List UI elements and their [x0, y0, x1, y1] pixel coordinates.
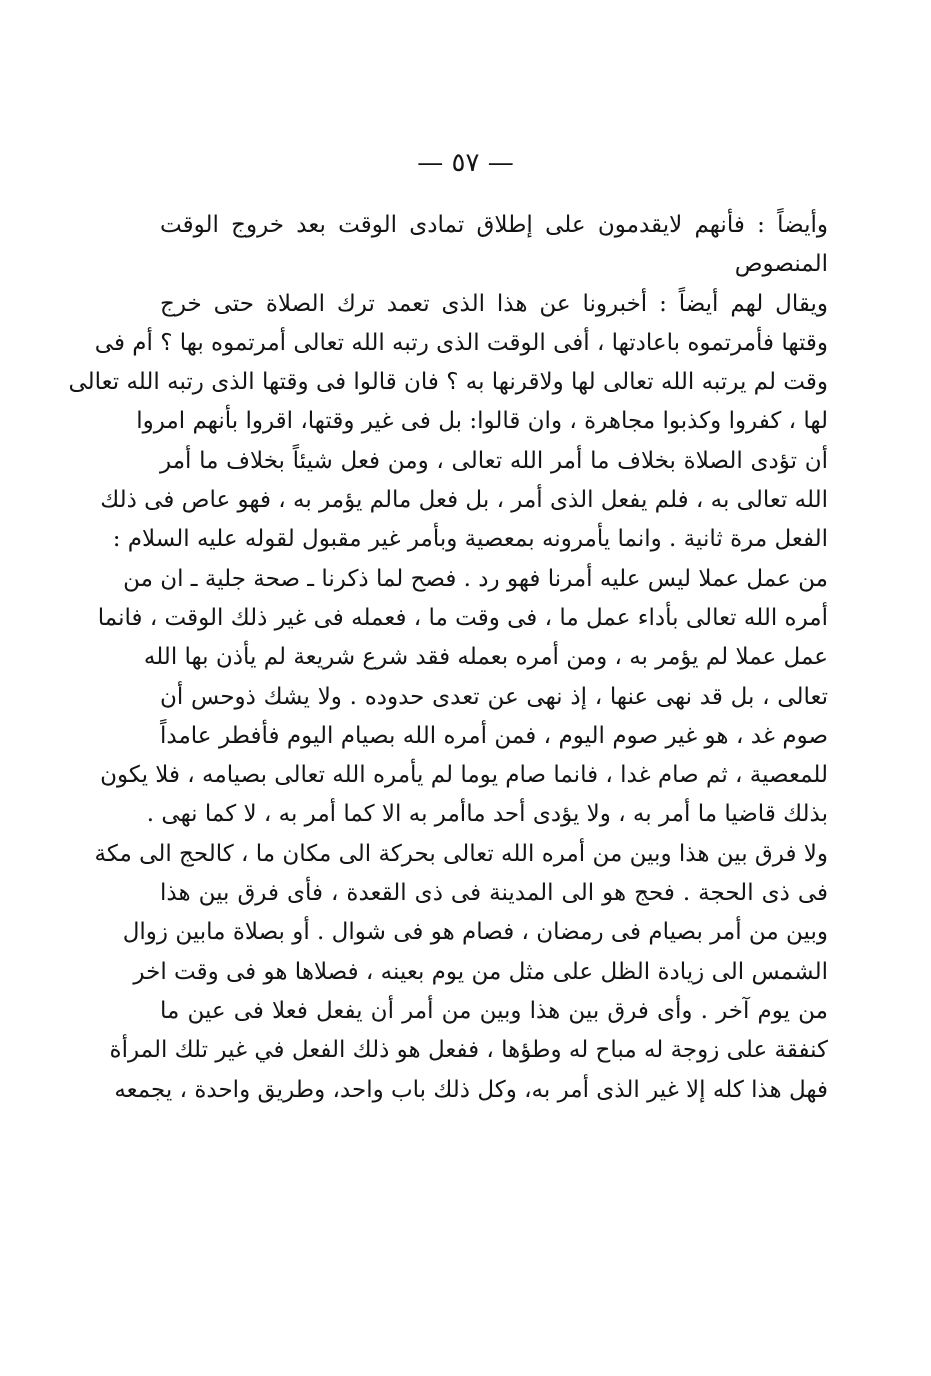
text-line: من يوم آخر . وأى فرق بين هذا وبين من أمر أن يفعل فعلا فى عين ما [160, 997, 828, 1024]
text-line: بذلك قاضيا ما أمر به ، ولا يؤدى أحد ماأمر به الا كما أمر به ، لا كما نهى . [146, 801, 828, 828]
text-line: ويقال لهم أيضاً : أخبرونا عن هذا الذى تعمد ترك الصلاة حتى خرج [160, 290, 828, 317]
text-line: لها ، كفروا وكذبوا مجاهرة ، وان قالوا: بل فى غير وقتها، اقروا بأنهم امروا [136, 408, 828, 435]
text-line: كنفقة على زوجة له مباح له وطؤها ، ففعل هو ذلك الفعل في غير تلك المرأة [109, 1037, 828, 1064]
text-line: للمعصية ، ثم صام غدا ، فانما صام يوما لم يأمره الله تعالى بصيامه ، فلا يكون [100, 762, 828, 789]
text-line: فهل هذا كله إلا غير الذى أمر به، وكل ذلك باب واحد، وطريق واحدة ، يجمعه [114, 1076, 828, 1103]
text-line: فى ذى الحجة . فحج هو الى المدينة فى ذى القعدة ، فأى فرق بين هذا [160, 880, 828, 907]
page-number: — ٥٧ — [417, 148, 514, 178]
text-line: الشمس الى زيادة الظل على مثل من يوم بعينه ، فصلاها هو فى وقت اخر [133, 958, 828, 985]
text-line: وقت لم يرتبه الله تعالى لها ولاقرنها به ؟ فان قالوا فى وقتها الذى رتبه الله تعالى [68, 369, 828, 396]
text-line: من عمل عملا ليس عليه أمرنا فهو رد . فصح لما ذكرنا ـ صحة جلية ـ ان من [123, 565, 828, 592]
text-line: وبين من أمر بصيام فى رمضان ، فصام هو فى شوال . أو بصلاة مابين زوال [122, 919, 828, 946]
text-line: صوم غد ، هو غير صوم اليوم ، فمن أمره الله بصيام اليوم فأفطر عامداً [160, 722, 828, 749]
text-line: المنصوص [734, 251, 828, 278]
text-line: تعالى ، بل قد نهى عنها ، إذ نهى عن تعدى حدوده . ولا يشك ذوحس أن [160, 683, 828, 710]
text-line: ولا فرق بين هذا وبين من أمره الله تعالى بحركة الى مكان ما ، كالحج الى مكة [94, 840, 828, 867]
text-line: أمره الله تعالى بأداء عمل ما ، فى وقت ما ، فعمله فى غير ذلك الوقت ، فانما [97, 604, 828, 631]
text-line: الفعل مرة ثانية . وانما يأمرونه بمعصية وبأمر غير مقبول لقوله عليه السلام : [112, 526, 828, 553]
text-line: وقتها فأمرتموه باعادتها ، أفى الوقت الذى رتبه الله تعالى أمرتموه بها ؟ أم فى [94, 329, 828, 356]
text-line: وأيضاً : فأنهم لايقدمون على إطلاق تمادى الوقت بعد خروج الوقت [160, 212, 828, 238]
text-line: الله تعالى به ، فلم يفعل الذى أمر ، بل فعل مالم يؤمر به ، فهو عاص فى ذلك [100, 487, 828, 514]
text-line: عمل عملا لم يؤمر به ، ومن أمره بعمله فقد شرع شريعة لم يأذن بها الله [143, 644, 828, 671]
body-text [68, 206, 828, 1110]
text-line: أن تؤدى الصلاة بخلاف ما أمر الله تعالى ، ومن فعل شيئاً بخلاف ما أمر [160, 447, 828, 474]
